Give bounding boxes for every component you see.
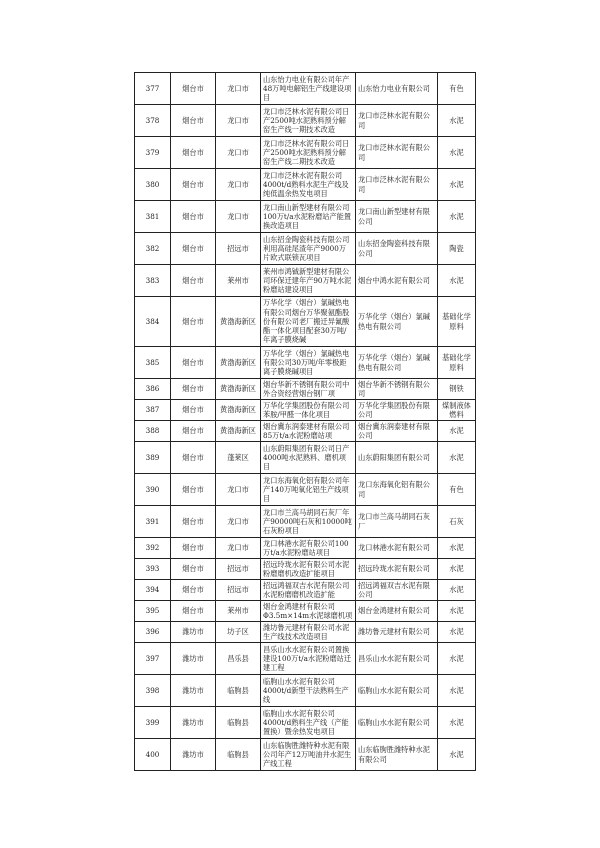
table-row — [135, 739, 476, 771]
city-cell: 烟台市 — [171, 201, 216, 233]
table-row — [135, 347, 476, 379]
project-cell: 临朐山水水泥有限公司4000t/d熟料生产线（产能置换）暨余热发电项目 — [261, 707, 356, 739]
project-cell: 万华化学（烟台）氯碱热电有限公司30万吨/年零极距离子膜烧碱项目 — [261, 347, 356, 379]
project-cell: 山东蔚阳集团有限公司日产4000吨水泥熟料、磨机项目 — [261, 442, 356, 474]
project-cell: 龙口南山新型建材有限公司100万t/a水泥粉磨站产能置换改造项目 — [261, 201, 356, 233]
company-cell: 龙口东海氧化铝有限公司 — [356, 474, 438, 506]
table-row — [135, 233, 476, 265]
industry-cell: 水泥 — [438, 601, 476, 622]
industry-cell: 水泥 — [438, 137, 476, 169]
project-cell: 山东临朐胜潍特种水泥有限公司年产12万吨油井水泥生产线工程 — [261, 739, 356, 771]
table-row — [135, 137, 476, 169]
county-cell: 蓬莱区 — [216, 442, 261, 474]
table-row — [135, 622, 476, 643]
city-cell: 烟台市 — [171, 601, 216, 622]
row-number: 393 — [135, 559, 171, 580]
project-cell: 龙口林港水泥有限公司100万t/a水泥粉磨站项目 — [261, 538, 356, 559]
row-number: 382 — [135, 233, 171, 265]
company-cell: 招远鸿福双吉水泥有限公司 — [356, 580, 438, 601]
county-cell: 龙口市 — [216, 169, 261, 201]
company-cell: 山东招金陶瓷科技有限公司 — [356, 233, 438, 265]
county-cell: 招远市 — [216, 559, 261, 580]
row-number: 383 — [135, 265, 171, 297]
row-number: 388 — [135, 421, 171, 442]
company-cell: 山东怡力电业有限公司 — [356, 73, 438, 105]
industry-cell: 有色 — [438, 474, 476, 506]
industry-cell: 水泥 — [438, 559, 476, 580]
table-row — [135, 601, 476, 622]
city-cell: 烟台市 — [171, 474, 216, 506]
county-cell: 临朐县 — [216, 739, 261, 771]
county-cell: 龙口市 — [216, 137, 261, 169]
city-cell: 烟台市 — [171, 105, 216, 137]
table-row — [135, 421, 476, 442]
row-number: 389 — [135, 442, 171, 474]
company-cell: 龙口林港水泥有限公司 — [356, 538, 438, 559]
city-cell: 潍坊市 — [171, 622, 216, 643]
company-cell: 烟台华新不锈钢有限公司 — [356, 379, 438, 400]
project-cell: 龙口市泛林水泥有限公司日产2500吨水泥熟料预分解窑生产线二期技术改造 — [261, 137, 356, 169]
city-cell: 烟台市 — [171, 580, 216, 601]
industry-cell: 水泥 — [438, 169, 476, 201]
industry-cell: 水泥 — [438, 265, 476, 297]
company-cell: 山东临朐胜潍特种水泥有限公司 — [356, 739, 438, 771]
industry-cell: 陶瓷 — [438, 233, 476, 265]
county-cell: 黄渤海新区 — [216, 379, 261, 400]
county-cell: 坊子区 — [216, 622, 261, 643]
city-cell: 烟台市 — [171, 73, 216, 105]
industry-cell: 水泥 — [438, 707, 476, 739]
city-cell: 潍坊市 — [171, 675, 216, 707]
project-cell: 烟台华新不锈钢有限公司中外合资经营烟台钢厂项 — [261, 379, 356, 400]
industry-cell: 水泥 — [438, 201, 476, 233]
company-cell: 万华化学（烟台）氯碱热电有限公司 — [356, 297, 438, 347]
project-cell: 龙口市泛林水泥有限公司日产2500吨水泥熟料预分解窑生产线一期技术改造 — [261, 105, 356, 137]
county-cell: 莱州市 — [216, 265, 261, 297]
industry-cell: 煤制液体燃料 — [438, 400, 476, 421]
industry-cell: 水泥 — [438, 622, 476, 643]
city-cell: 潍坊市 — [171, 739, 216, 771]
city-cell: 烟台市 — [171, 169, 216, 201]
project-cell: 潍坊鲁元建材有限公司水泥生产线技术改造项目 — [261, 622, 356, 643]
row-number: 379 — [135, 137, 171, 169]
table-row — [135, 538, 476, 559]
table-row — [135, 474, 476, 506]
county-cell: 龙口市 — [216, 105, 261, 137]
company-cell: 山东蔚阳集团有限公司 — [356, 442, 438, 474]
county-cell: 黄渤海新区 — [216, 297, 261, 347]
table-row — [135, 73, 476, 105]
table-row — [135, 105, 476, 137]
table-row — [135, 675, 476, 707]
city-cell: 烟台市 — [171, 506, 216, 538]
county-cell: 龙口市 — [216, 201, 261, 233]
city-cell: 烟台市 — [171, 297, 216, 347]
industry-cell: 水泥 — [438, 739, 476, 771]
city-cell: 烟台市 — [171, 347, 216, 379]
county-cell: 莱州市 — [216, 601, 261, 622]
city-cell: 烟台市 — [171, 233, 216, 265]
project-table — [134, 72, 476, 771]
row-number: 392 — [135, 538, 171, 559]
row-number: 395 — [135, 601, 171, 622]
county-cell: 龙口市 — [216, 474, 261, 506]
project-cell: 莱州市鸿铖新型建材有限公司环保迁建年产90万吨水泥粉磨站建设项目 — [261, 265, 356, 297]
row-number: 396 — [135, 622, 171, 643]
table-row — [135, 379, 476, 400]
table-row — [135, 442, 476, 474]
row-number: 384 — [135, 297, 171, 347]
table-body — [135, 73, 476, 771]
industry-cell: 水泥 — [438, 442, 476, 474]
county-cell: 黄渤海新区 — [216, 347, 261, 379]
city-cell: 烟台市 — [171, 559, 216, 580]
city-cell: 潍坊市 — [171, 643, 216, 675]
county-cell: 龙口市 — [216, 506, 261, 538]
project-cell: 昌乐山水水泥有限公司置换建设100万t/a水泥粉磨站迁建工程 — [261, 643, 356, 675]
table-row — [135, 707, 476, 739]
table-row — [135, 559, 476, 580]
company-cell: 招远玲珑水泥有限公司 — [356, 559, 438, 580]
company-cell: 潍坊鲁元建材有限公司 — [356, 622, 438, 643]
county-cell: 招远市 — [216, 580, 261, 601]
industry-cell: 有色 — [438, 73, 476, 105]
project-cell: 龙口市兰高马胡同石灰厂年产90000吨石灰和10000吨石灰粉项目 — [261, 506, 356, 538]
row-number: 385 — [135, 347, 171, 379]
company-cell: 龙口市泛林水泥有限公司 — [356, 169, 438, 201]
row-number: 391 — [135, 506, 171, 538]
project-cell: 招远鸿福双吉水泥有限公司水泥粉磨磨机改造扩能 — [261, 580, 356, 601]
city-cell: 烟台市 — [171, 442, 216, 474]
row-number: 387 — [135, 400, 171, 421]
project-cell: 万华化学集团股份有限公司苯胺/甲醛一体化项目 — [261, 400, 356, 421]
city-cell: 烟台市 — [171, 400, 216, 421]
company-cell: 万华化学集团股份有限公司 — [356, 400, 438, 421]
county-cell: 龙口市 — [216, 538, 261, 559]
table-row — [135, 643, 476, 675]
industry-cell: 水泥 — [438, 105, 476, 137]
table-row — [135, 169, 476, 201]
county-cell: 黄渤海新区 — [216, 400, 261, 421]
table-row — [135, 506, 476, 538]
industry-cell: 石灰 — [438, 506, 476, 538]
county-cell: 龙口市 — [216, 73, 261, 105]
county-cell: 昌乐县 — [216, 643, 261, 675]
company-cell: 临朐山水水泥有限公司 — [356, 707, 438, 739]
row-number: 377 — [135, 73, 171, 105]
table-row — [135, 201, 476, 233]
company-cell: 龙口市泛林水泥有限公司 — [356, 137, 438, 169]
row-number: 394 — [135, 580, 171, 601]
project-cell: 龙口市泛林水泥有限公司4000t/d熟料水泥生产线及纯低温余热发电项目 — [261, 169, 356, 201]
city-cell: 潍坊市 — [171, 707, 216, 739]
row-number: 381 — [135, 201, 171, 233]
city-cell: 烟台市 — [171, 379, 216, 400]
county-cell: 临朐县 — [216, 707, 261, 739]
city-cell: 烟台市 — [171, 538, 216, 559]
project-cell: 山东招金陶瓷科技有限公司利用高硅尾渣年产9000万片欧式联锁瓦项目 — [261, 233, 356, 265]
company-cell: 龙口市泛林水泥有限公司 — [356, 105, 438, 137]
row-number: 399 — [135, 707, 171, 739]
table-row — [135, 580, 476, 601]
project-cell: 山东怡力电业有限公司年产48万吨电解铝生产线建设项目 — [261, 73, 356, 105]
project-cell: 临朐山水水泥有限公司4000t/d新型干法熟料生产线 — [261, 675, 356, 707]
project-cell: 万华化学（烟台）氯碱热电有限公司烟台万华聚氨酯股份有限公司老厂搬迁异氰酸酯一体化项目配套30万吨/年离子膜烧碱 — [261, 297, 356, 347]
company-cell: 万华化学（烟台）氯碱热电有限公司 — [356, 347, 438, 379]
county-cell: 黄渤海新区 — [216, 421, 261, 442]
city-cell: 烟台市 — [171, 265, 216, 297]
project-cell: 龙口东海氧化铝有限公司年产140万吨氧化铝生产线项目 — [261, 474, 356, 506]
industry-cell: 基础化学原料 — [438, 347, 476, 379]
company-cell: 昌乐山水水泥有限公司 — [356, 643, 438, 675]
industry-cell: 钢铁 — [438, 379, 476, 400]
industry-cell: 水泥 — [438, 421, 476, 442]
table-row — [135, 297, 476, 347]
county-cell: 临朐县 — [216, 675, 261, 707]
company-cell: 烟台中鸿水泥有限公司 — [356, 265, 438, 297]
industry-cell: 水泥 — [438, 643, 476, 675]
city-cell: 烟台市 — [171, 421, 216, 442]
row-number: 380 — [135, 169, 171, 201]
company-cell: 烟台金鸿建材有限公司 — [356, 601, 438, 622]
company-cell: 烟台冀东润泰建材有限公司 — [356, 421, 438, 442]
table-row — [135, 265, 476, 297]
row-number: 378 — [135, 105, 171, 137]
project-cell: 招远玲珑水泥有限公司水泥粉磨磨机改造扩能项目 — [261, 559, 356, 580]
company-cell: 龙口南山新型建材有限公司 — [356, 201, 438, 233]
industry-cell: 水泥 — [438, 580, 476, 601]
row-number: 386 — [135, 379, 171, 400]
row-number: 398 — [135, 675, 171, 707]
row-number: 390 — [135, 474, 171, 506]
company-cell: 龙口市兰高马胡同石灰厂 — [356, 506, 438, 538]
table-row — [135, 400, 476, 421]
project-cell: 烟台冀东润泰建材有限公司85万t/a水泥粉磨站项 — [261, 421, 356, 442]
county-cell: 招远市 — [216, 233, 261, 265]
industry-cell: 水泥 — [438, 538, 476, 559]
industry-cell: 水泥 — [438, 675, 476, 707]
industry-cell: 基础化学原料 — [438, 297, 476, 347]
row-number: 397 — [135, 643, 171, 675]
row-number: 400 — [135, 739, 171, 771]
project-cell: 烟台金鸿建材有限公司Φ3.5m×14m水泥球磨机项 — [261, 601, 356, 622]
city-cell: 烟台市 — [171, 137, 216, 169]
company-cell: 临朐山水水泥有限公司 — [356, 675, 438, 707]
